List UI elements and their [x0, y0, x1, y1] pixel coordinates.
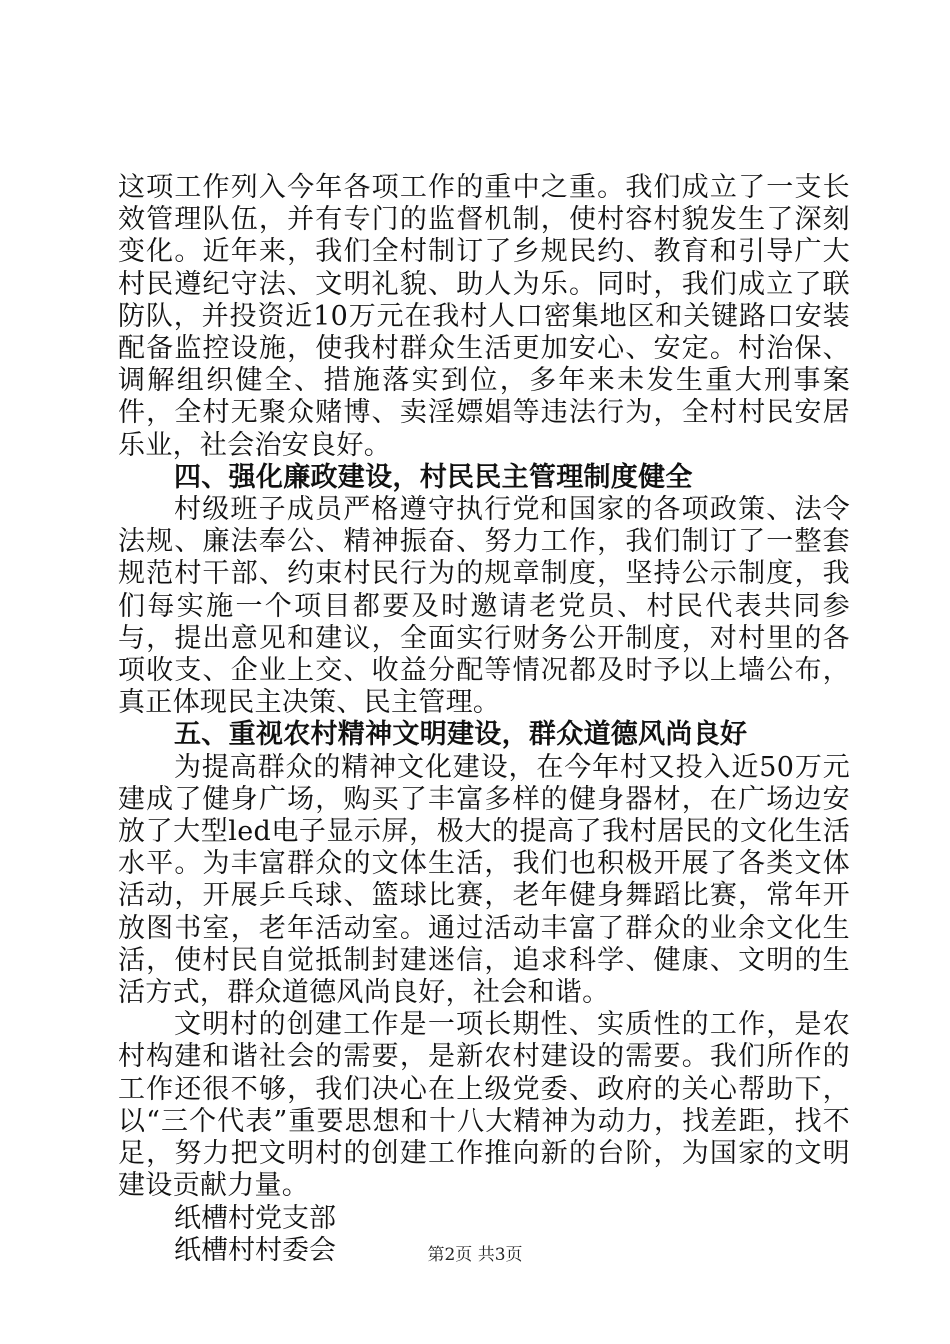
signature-party-branch: 纸槽村党支部	[174, 1202, 336, 1234]
page-number-footer: 第2页 共3页	[427, 1245, 523, 1265]
signature-village-committee: 纸槽村村委会	[174, 1234, 336, 1266]
section-heading-integrity: 四、强化廉政建设，村民民主管理制度健全	[174, 461, 693, 493]
paragraph-integrity: 村级班子成员严格遵守执行党和国家的各项政策、法令法规、廉法奉公、精神振奋、努力工作，我们制订了一整套规范村干部、约束村民行为的规章制度，坚持公示制度，我们每实施一个项目都要及时邀请老党员、村民代表共同参与，提出意见和建议，全面实行财务公开制度，对村里的各项收支、企业上交、收益分配等情况都及时予以上墙公布，真正体现民主决策、民主管理。	[118, 494, 850, 719]
paragraph-conclusion: 文明村的创建工作是一项长期性、实质性的工作，是农村构建和谐社会的需要，是新农村建设的需要。我们所作的工作还很不够，我们决心在上级党委、政府的关心帮助下，以“三个代表”重要思想和十八大精神为动力，找差距，找不足，努力把文明村的创建工作推向新的台阶，为国家的文明建设贡献力量。	[118, 1009, 850, 1202]
paragraph-civilization: 为提高群众的精神文化建设，在今年村又投入近50万元建成了健身广场，购买了丰富多样的健身器材，在广场边安放了大型led电子显示屏，极大的提高了我村居民的文化生活水平。为丰富群众的文体生活，我们也积极开展了各类文体活动，开展乒乓球、篮球比赛，老年健身舞蹈比赛，常年开放图书室，老年活动室。通过活动丰富了群众的业余文化生活，使村民自觉抵制封建迷信，追求科学、健康、文明的生活方式，群众道德风尚良好，社会和谐。	[118, 751, 850, 1009]
document-body	[118, 172, 850, 1267]
section-heading-civilization: 五、重视农村精神文明建设，群众道德风尚良好	[174, 719, 748, 751]
paragraph-public-order: 这项工作列入今年各项工作的重中之重。我们成立了一支长效管理队伍，并有专门的监督机制，使村容村貌发生了深刻变化。近年来，我们全村制订了乡规民约、教育和引导广大村民遵纪守法、文明礼貌、助人为乐。同时，我们成立了联防队，并投资近10万元在我村人口密集地区和关键路口安装配备监控设施，使我村群众生活更加安心、安定。村治保、调解组织健全、措施落实到位，多年来未发生重大刑事案件，全村无聚众赌博、卖淫嫖娼等违法行为，全村村民安居乐业，社会治安良好。	[118, 172, 850, 461]
